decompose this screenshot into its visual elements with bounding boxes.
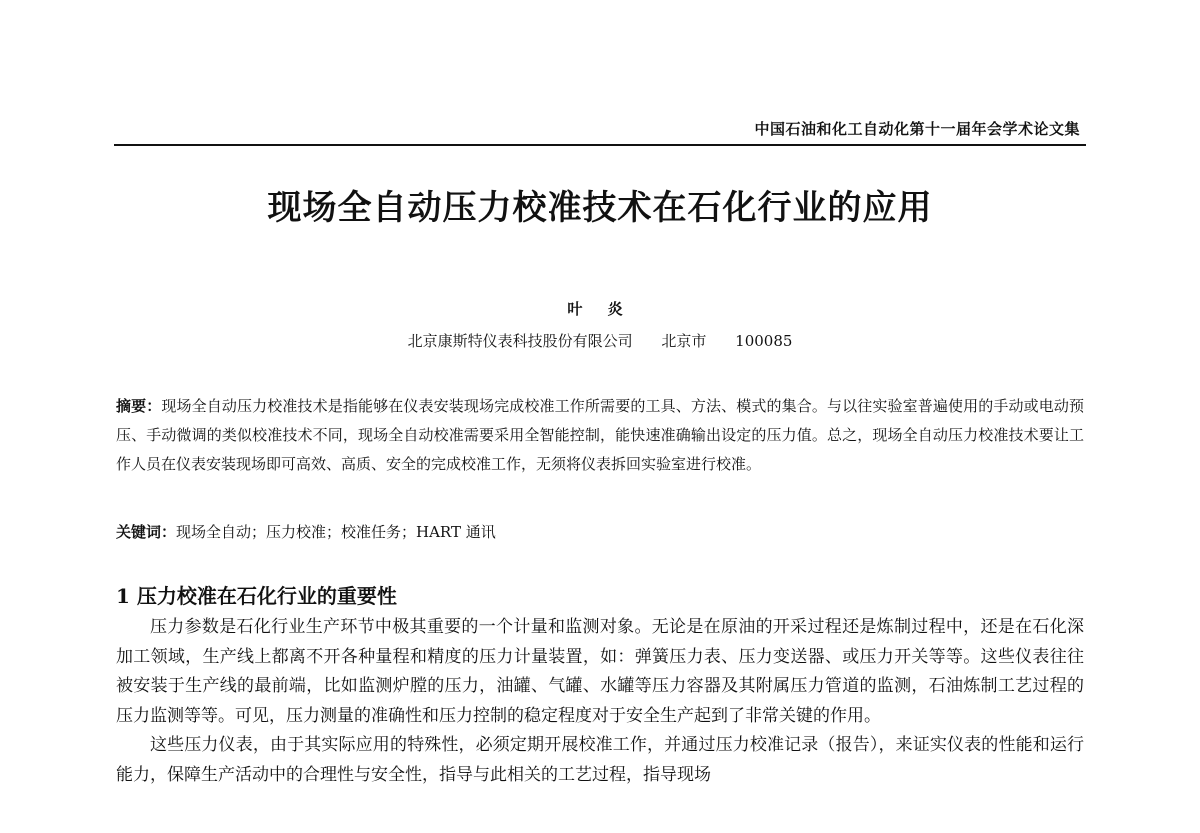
abstract-label: 摘要： xyxy=(116,397,162,415)
body-paragraph: 这些压力仪表，由于其实际应用的特殊性，必须定期开展校准工作，并通过压力校准记录（报告），来证实仪表的性能和运行能力，保障生产活动中的合理性与安全性，指导与此相关的工艺过程，指导现场 xyxy=(116,735,1084,785)
affiliation-city: 北京市 xyxy=(661,332,707,350)
author-name: 叶 炎 xyxy=(567,300,633,318)
section-heading: 1 压力校准在石化行业的重要性 xyxy=(116,584,397,608)
abstract-text: 现场全自动压力校准技术是指能够在仪表安装现场完成校准工作所需要的工具、方法、模式的集合。与以往实验室普遍使用的手动或电动预压、手动微调的类似校准技术不同，现场全自动校准需要采用全智能控制，能快速准确输出设定的压力值。总之，现场全自动压力校准技术要让工作人员在仪表安装现场即可高效、高质、安全的完成校准工作，无须将仪表拆回实验室进行校准。 xyxy=(116,397,1084,473)
keywords-text: 现场全自动；压力校准；校准任务；HART 通讯 xyxy=(176,523,496,541)
paper-title: 现场全自动压力校准技术在石化行业的应用 xyxy=(267,188,933,228)
keywords xyxy=(116,519,1084,545)
section-body xyxy=(116,613,1084,790)
body-paragraph: 压力参数是石化行业生产环节中极其重要的一个计量和监测对象。无论是在原油的开采过程还是炼制过程中，还是在石化深加工领域，生产线上都离不开各种量程和精度的压力计量装置，如：弹簧压力表、压力变送器、或压力开关等等。这些仪表往往被安装于生产线的最前端，比如监测炉膛的压力，油罐、气罐、水罐等压力容器及其附属压力管道的监测，石油炼制工艺过程的压力监测等等。可见，压力测量的准确性和压力控制的稳定程度对于安全生产起到了非常关键的作用。 xyxy=(116,617,1084,726)
running-header: 中国石油和化工自动化第十一届年会学术论文集 xyxy=(754,120,1080,138)
affiliation-postcode: 100085 xyxy=(735,332,793,350)
header-rule xyxy=(114,144,1086,146)
affiliation xyxy=(0,330,1200,351)
affiliation-org: 北京康斯特仪表科技股份有限公司 xyxy=(407,332,633,350)
abstract xyxy=(116,392,1084,479)
keywords-label: 关键词： xyxy=(116,523,177,541)
